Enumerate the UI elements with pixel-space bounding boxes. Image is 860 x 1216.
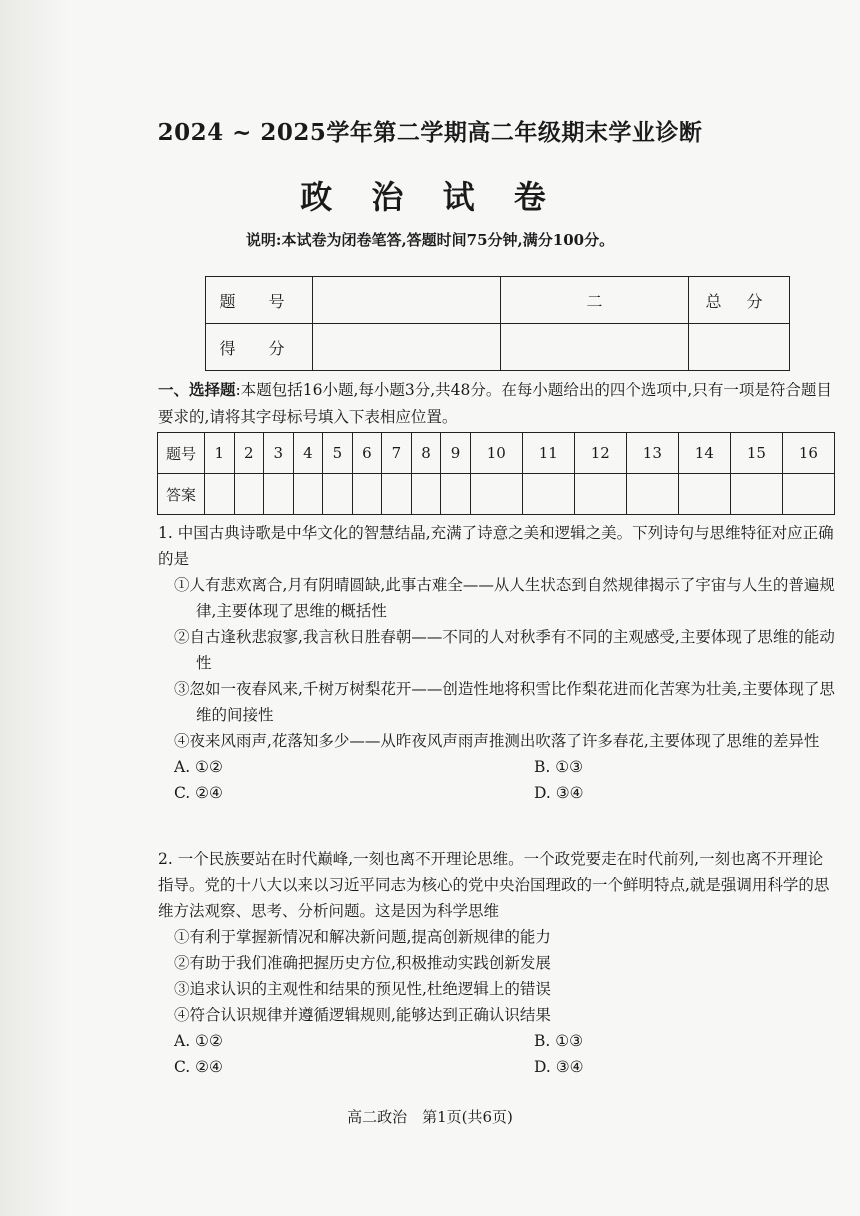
answer-number-cell: 7 [382,433,412,474]
question-statement: ③追求认识的主观性和结果的预见性,杜绝逻辑上的错误 [174,980,551,998]
answer-number-cell: 1 [205,433,235,474]
answer-number-cell: 6 [352,433,382,474]
option-b: B. ①③ [534,1032,584,1050]
answer-cell[interactable] [678,474,730,515]
question-options [158,754,838,806]
score-cell [501,324,689,371]
answer-number-cell: 12 [574,433,626,474]
answer-cell[interactable] [293,474,323,515]
question-2 [158,846,838,1080]
answer-number-cell: 2 [234,433,264,474]
answer-cell[interactable] [264,474,294,515]
section-instructions [158,376,838,431]
page-footer: 高二政治 第1页(共6页) [347,1108,513,1126]
option-a: A. ①② [174,758,223,776]
question-statement: ③忽如一夜春风来,千树万树梨花开——创造性地将积雪比作梨花进而化苦寒为壮美,主要体现了思维的间接性 [174,680,835,724]
answer-number-cell: 16 [782,433,834,474]
answer-cell[interactable] [626,474,678,515]
answer-cell[interactable] [205,474,235,515]
question-statement: ①有利于掌握新情况和解决新问题,提高创新规律的能力 [174,928,551,946]
answer-label: 答案 [158,474,205,515]
answer-number-label: 题号 [158,433,205,474]
answer-number-cell: 10 [470,433,522,474]
score-header-cell: 题 号 [206,277,313,324]
answer-cell[interactable] [323,474,353,515]
answer-row [158,474,835,515]
answer-number-cell: 13 [626,433,678,474]
question-statement: ④符合认识规律并遵循逻辑规则,能够达到正确认识结果 [174,1006,551,1024]
answer-cell[interactable] [411,474,441,515]
exam-note: 说明:本试卷为闭卷笔答,答题时间75分钟,满分100分。 [245,231,615,249]
score-label-cell: 得 分 [206,324,313,371]
answer-cell[interactable] [730,474,782,515]
question-statement: ①人有悲欢离合,月有阴晴圆缺,此事古难全——从人生状态到自然规律揭示了宇宙与人生的普遍规律,主要体现了思维的概括性 [174,576,835,620]
answer-number-cell: 9 [441,433,471,474]
answer-number-cell: 8 [411,433,441,474]
score-cell [689,324,790,371]
answer-number-cell: 11 [522,433,574,474]
section-text: :本题包括16小题,每小题3分,共48分。在每小题给出的四个选项中,只有一项是符合题目要求的,请将其字母标号填入下表相应位置。 [158,381,832,426]
question-statement: ④夜来风雨声,花落知多少——从昨夜风声雨声推测出吹落了许多春花,主要体现了思维的差异性 [174,732,820,750]
question-options [158,1028,838,1080]
answer-cell[interactable] [574,474,626,515]
exam-title: 2024 ~ 2025学年第二学期高二年级期末学业诊断 [157,119,703,146]
score-table [205,276,790,371]
answer-number-cell: 4 [293,433,323,474]
option-d: D. ③④ [534,1058,584,1076]
option-d: D. ③④ [534,784,584,802]
option-c: C. ②④ [174,784,223,802]
answer-cell[interactable] [234,474,264,515]
question-statement: ②自古逢秋悲寂寥,我言秋日胜春朝——不同的人对秋季有不同的主观感受,主要体现了思维的能动性 [174,628,835,672]
answer-cell[interactable] [382,474,412,515]
question-stem: 1. 中国古典诗歌是中华文化的智慧结晶,充满了诗意之美和逻辑之美。下列诗句与思维特征对应正确的是 [158,524,834,568]
score-header-cell: 总 分 [689,277,790,324]
score-table-row [206,324,790,371]
answer-cell[interactable] [782,474,834,515]
option-b: B. ①③ [534,758,584,776]
question-statement: ②有助于我们准确把握历史方位,积极推动实践创新发展 [174,954,551,972]
option-c: C. ②④ [174,1058,223,1076]
answer-number-row [158,433,835,474]
section-label: 一、选择题 [158,380,236,399]
answer-number-cell: 3 [264,433,294,474]
answer-cell[interactable] [352,474,382,515]
answer-cell[interactable] [470,474,522,515]
answer-number-cell: 15 [730,433,782,474]
subject-title: 政 治 试 卷 [300,178,560,216]
answer-number-cell: 14 [678,433,730,474]
answer-cell[interactable] [441,474,471,515]
score-header-cell: 二 [501,277,689,324]
score-table-row [206,277,790,324]
answer-number-cell: 5 [323,433,353,474]
option-a: A. ①② [174,1032,223,1050]
score-header-cell [313,277,501,324]
answer-cell[interactable] [522,474,574,515]
answer-table [157,432,835,515]
question-1 [158,520,838,806]
score-cell [313,324,501,371]
question-stem: 2. 一个民族要站在时代巅峰,一刻也离不开理论思维。一个政党要走在时代前列,一刻也离不开理论指导。党的十八大以来以习近平同志为核心的党中央治国理政的一个鲜明特点,就是强调用科学的思维方法观察、思考、分析问题。这是因为科学思维 [158,850,830,920]
